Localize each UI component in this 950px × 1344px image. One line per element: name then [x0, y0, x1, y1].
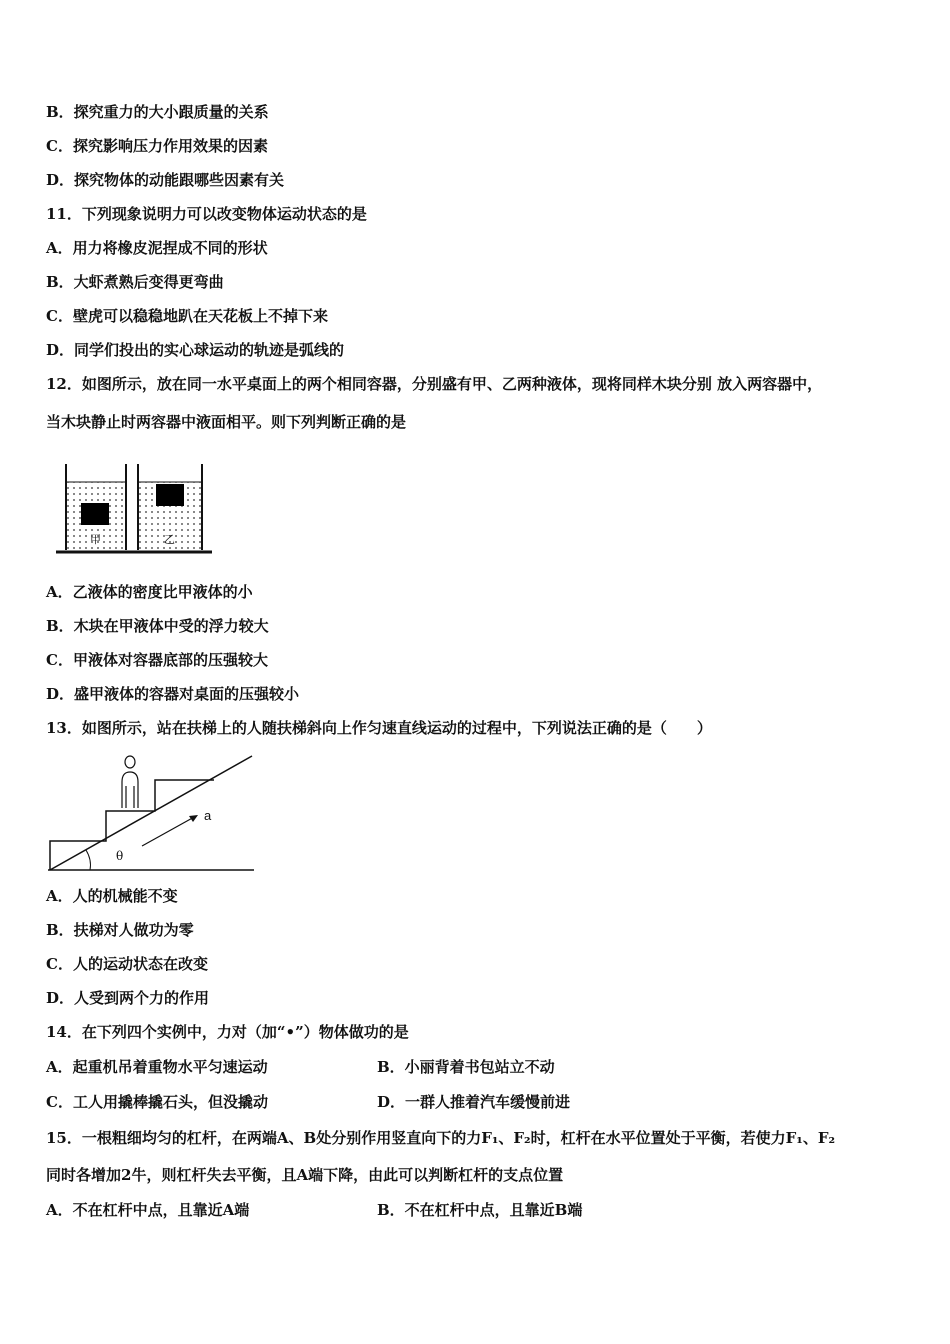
wood-block-jia [81, 503, 109, 525]
option-14b: B．小丽背着书包站立不动 [377, 1058, 555, 1076]
question-12-line1: 12．如图所示，放在同一水平桌面上的两个相同容器，分别盛有甲、乙两种液体，现将同样木块分别 放入两容器中， [46, 375, 823, 393]
option-12c: C．甲液体对容器底部的压强较大 [46, 651, 268, 669]
label-jia: 甲 [90, 533, 101, 546]
option-14d: D．一群人推着汽车缓慢前进 [377, 1093, 571, 1111]
container-jia [66, 464, 126, 550]
option-15a: A．不在杠杆中点，且靠近A端 [46, 1201, 250, 1219]
option-12b: B．木块在甲液体中受的浮力较大 [46, 617, 269, 635]
option-13d: D．人受到两个力的作用 [46, 989, 210, 1007]
question-14: 14．在下列四个实例中，力对（加“•”）物体做功的是 [46, 1023, 409, 1041]
option-14c: C．工人用撬棒撬石头，但没撬动 [46, 1093, 268, 1111]
question-15-line1: 15．一根粗细均匀的杠杆，在两端A、B处分别作用竖直向下的力F₁、F₂时，杠杆在水平位置处于平衡，若使力F₁、F₂ [46, 1129, 836, 1147]
option-11a: A．用力将橡皮泥捏成不同的形状 [46, 239, 268, 257]
velocity-arrow [142, 816, 196, 846]
escalator-incline [50, 756, 252, 870]
option-13a: A．人的机械能不变 [46, 887, 178, 905]
question-12-line2: 当木块静止时两容器中液面相平。则下列判断正确的是 [46, 413, 407, 431]
question-15-line2: 同时各增加2牛，则杠杆失去平衡，且A端下降，由此可以判断杠杆的支点位置 [46, 1166, 564, 1184]
question-13: 13．如图所示，站在扶梯上的人随扶梯斜向上作匀速直线运动的过程中，下列说法正确的是（ ） [46, 719, 712, 737]
option-10c: C．探究影响压力作用效果的因素 [46, 137, 268, 155]
option-11c: C．壁虎可以稳稳地趴在天花板上不掉下来 [46, 307, 328, 325]
wood-block-yi [156, 484, 184, 506]
option-15b: B．不在杠杆中点，且靠近B端 [377, 1201, 583, 1219]
person-icon [122, 756, 138, 808]
angle-arc [86, 850, 91, 870]
container-yi [138, 464, 202, 550]
option-14a: A．起重机吊着重物水平匀速运动 [46, 1058, 268, 1076]
option-11d: D．同学们投出的实心球运动的轨迹是弧线的 [46, 341, 345, 359]
option-13c: C．人的运动状态在改变 [46, 955, 208, 973]
figure-escalator [46, 750, 258, 876]
option-12d: D．盛甲液体的容器对桌面的压强较小 [46, 685, 300, 703]
option-10d: D．探究物体的动能跟哪些因素有关 [46, 171, 285, 189]
angle-label: θ [116, 849, 124, 863]
option-10b: B．探究重力的大小跟质量的关系 [46, 103, 269, 121]
label-yi: 乙 [164, 533, 175, 546]
figure-containers [54, 462, 214, 558]
option-13b: B．扶梯对人做功为零 [46, 921, 194, 939]
option-11b: B．大虾煮熟后变得更弯曲 [46, 273, 224, 291]
option-12a: A．乙液体的密度比甲液体的小 [46, 583, 253, 601]
arrow-label: a [204, 808, 212, 823]
question-11: 11．下列现象说明力可以改变物体运动状态的是 [46, 205, 367, 223]
